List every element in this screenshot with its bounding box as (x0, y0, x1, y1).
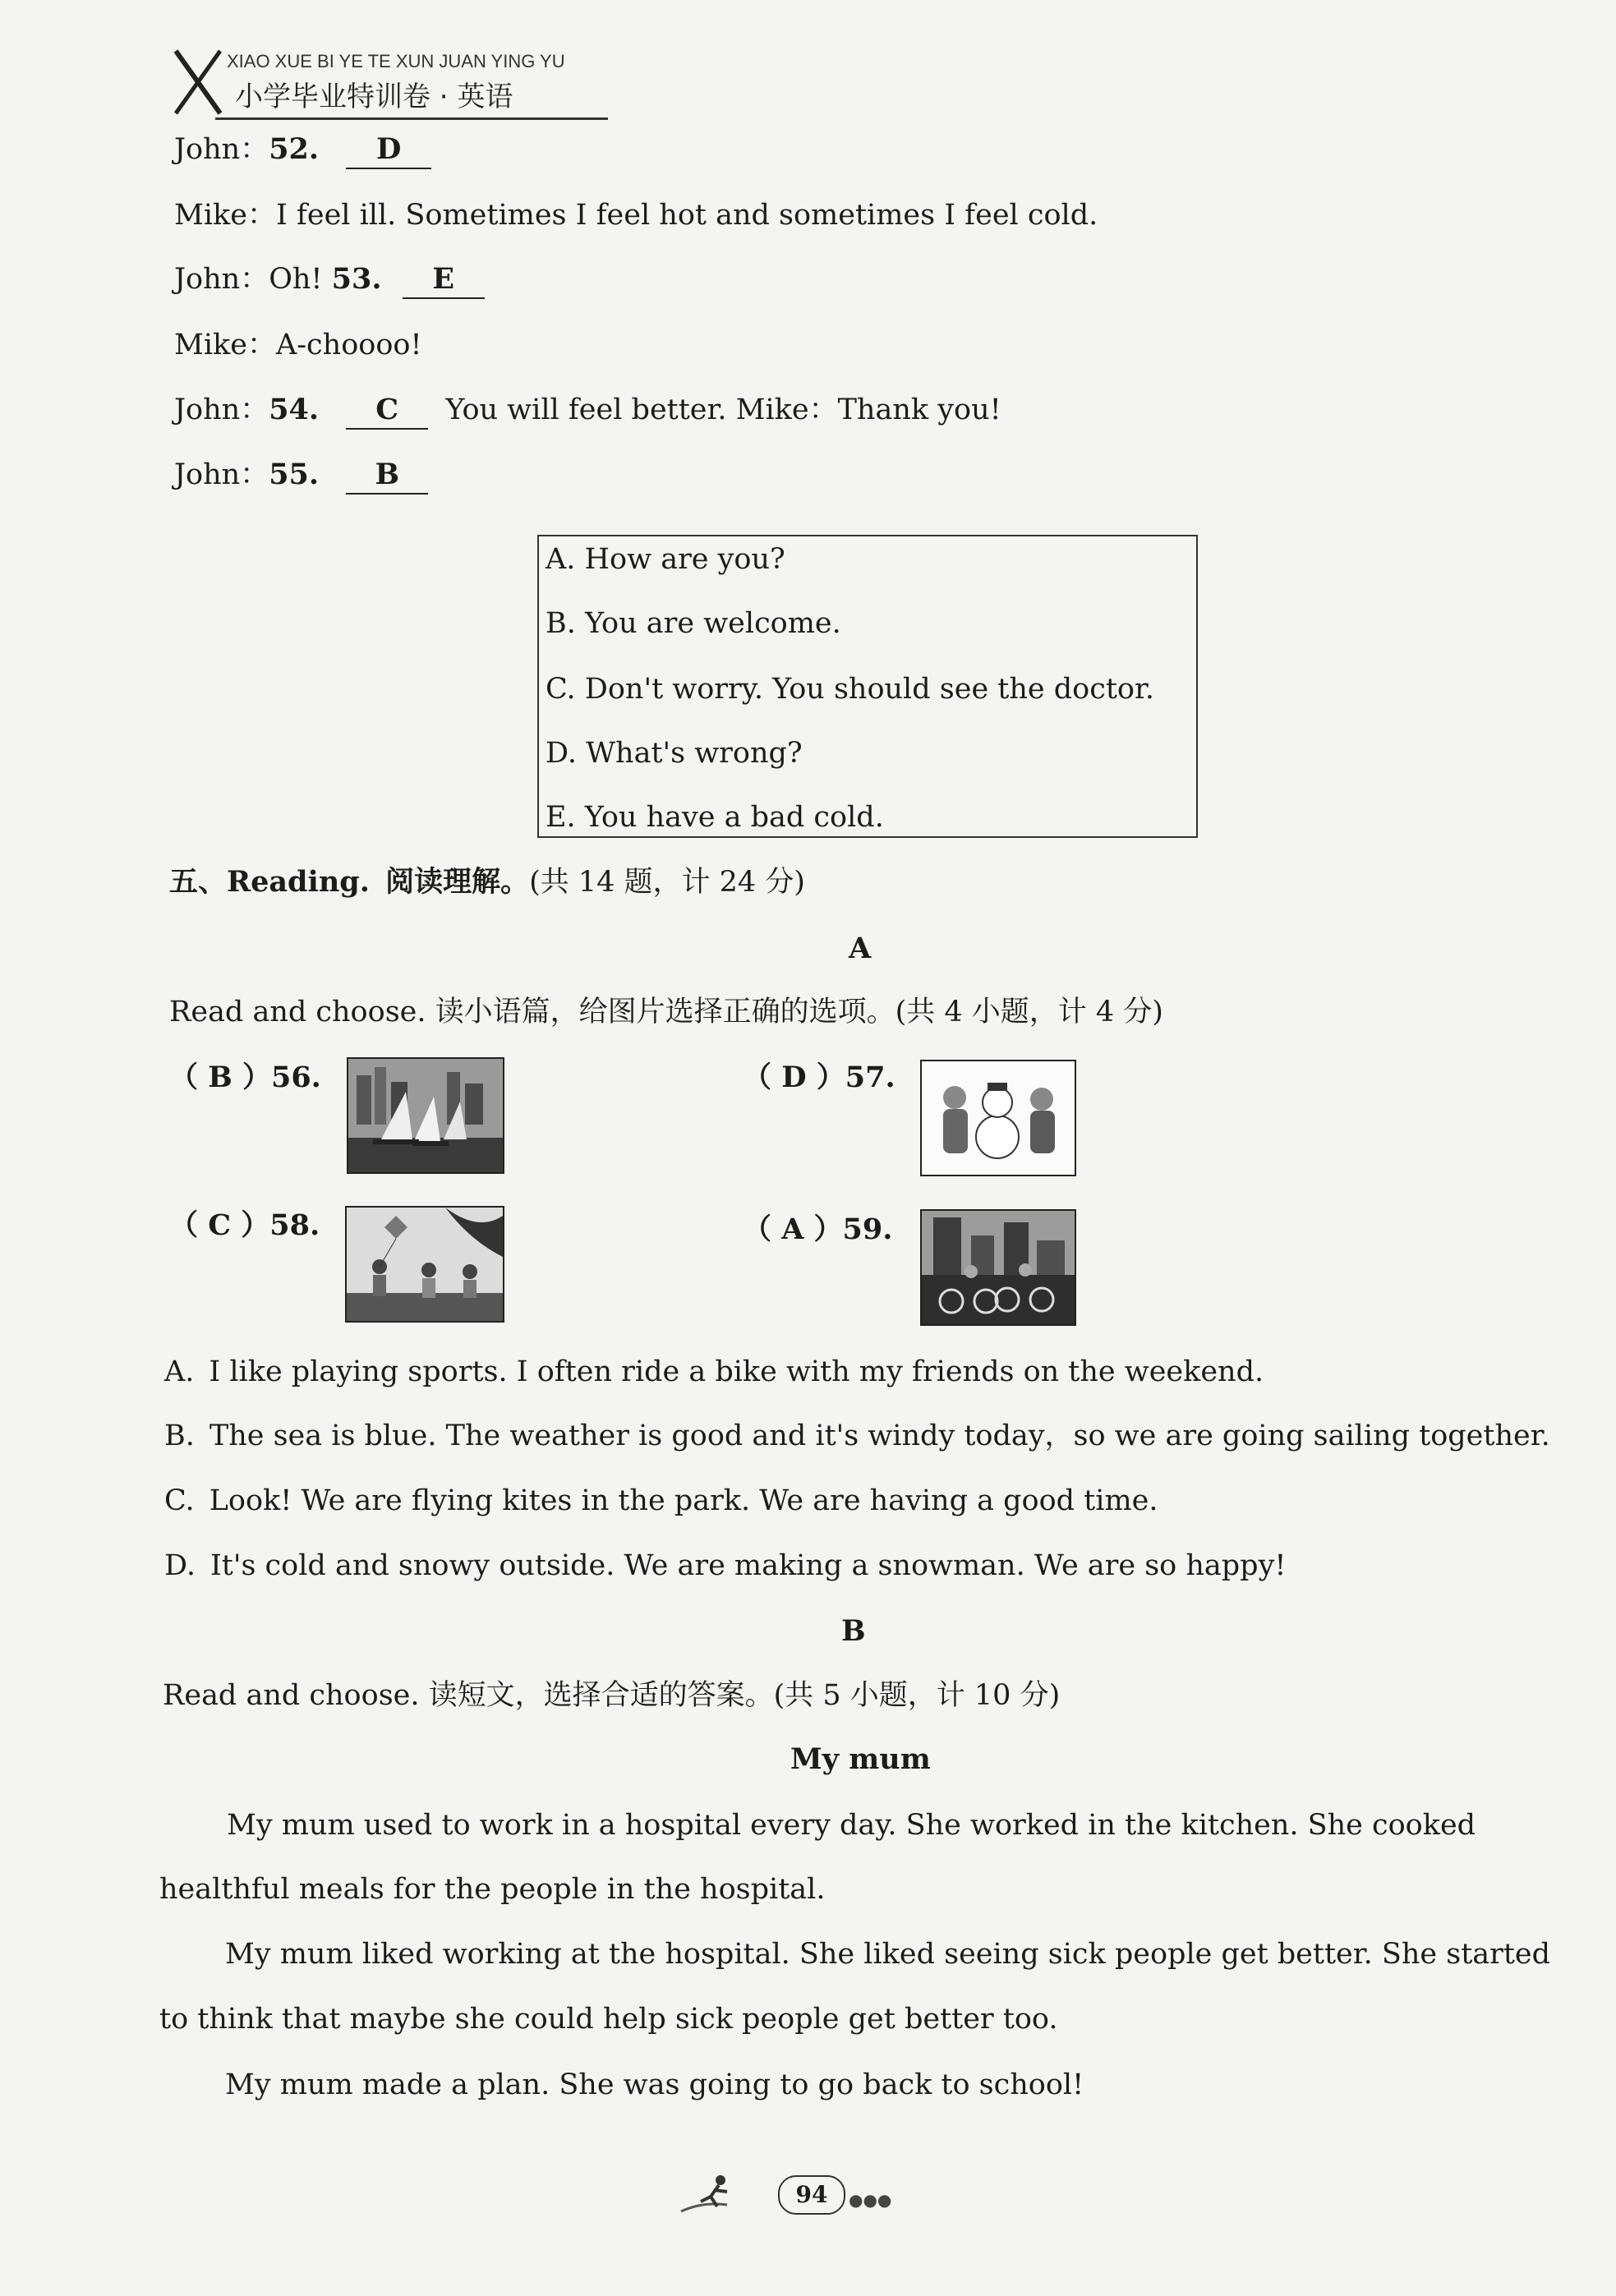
part-b-instruction: Read and choose. 读短文，选择合适的答案。(共 5 小题，计 10 分) (163, 1679, 1061, 1712)
section-heading: 五、Reading. 阅读理解。(共 14 题，计 24 分) (169, 865, 805, 899)
part-b-label: B (841, 1614, 866, 1648)
choice-c: C. Look! We are flying kites in the park. We are having a good time. (164, 1484, 1158, 1517)
option-c: C. Don't worry. You should see the doctor. (546, 673, 1154, 706)
question-59: （ A ）59. (743, 1212, 893, 1246)
picture-flying-kites (345, 1206, 504, 1323)
dialogue-line-mike-2: Mike：A-choooo! (174, 329, 422, 361)
answer-blank-54[interactable]: C (346, 392, 428, 430)
header-x-logo (171, 48, 225, 117)
header-title: 小学毕业特训卷 · 英语 (235, 81, 513, 113)
dialogue-line-55: John：55. B (174, 457, 428, 495)
dialogue-line-53: John：Oh! 53. E (174, 261, 485, 299)
part-a-instruction: Read and choose. 读小语篇，给图片选择正确的选项。(共 4 小题，计 4 分) (169, 996, 1163, 1028)
passage-title: My mum (790, 1742, 931, 1776)
question-57: （ D ）57. (743, 1061, 895, 1094)
choice-a: A. I like playing sports. I often ride a bike with my friends on the weekend. (164, 1355, 1264, 1388)
passage-p1-line2: healthful meals for the people in the hospital. (159, 1873, 826, 1906)
answer-58[interactable]: C (208, 1208, 232, 1242)
passage-p2-line2: to think that maybe she could help sick people get better too. (159, 2003, 1058, 2036)
snowman-illustration (922, 1061, 1075, 1175)
answer-59[interactable]: A (781, 1212, 804, 1246)
bikes-illustration (922, 1211, 1075, 1324)
question-56: （ B ）56. (169, 1061, 321, 1094)
kites-illustration (347, 1208, 503, 1321)
picture-sailing-boats (347, 1057, 504, 1174)
options-box (537, 535, 1198, 838)
option-b: B. You are welcome. (546, 607, 841, 640)
choice-b: B. The sea is blue. The weather is good and it's windy today，so we are going sailing together. (164, 1419, 1550, 1452)
footer-dots: ●●● (849, 2190, 892, 2210)
dialogue-line-52: John：52. D (174, 131, 431, 169)
question-58: （ C ）58. (169, 1208, 320, 1242)
sailing-boats-illustration (348, 1059, 503, 1172)
picture-riding-bikes (920, 1209, 1076, 1326)
runner-icon (678, 2172, 752, 2215)
dialogue-line-54: John：54. C You will feel better. Mike：Thank you! (174, 392, 1001, 430)
passage-p3: My mum made a plan. She was going to go back to school! (225, 2068, 1084, 2101)
header-pinyin: XIAO XUE BI YE TE XUN JUAN YING YU (227, 51, 565, 71)
page-number: 94 (778, 2175, 845, 2215)
answer-blank-53[interactable]: E (403, 261, 485, 299)
header-rule (215, 117, 608, 120)
option-d: D. What's wrong? (546, 737, 803, 770)
picture-snowman (920, 1060, 1076, 1176)
option-a: A. How are you? (546, 543, 785, 576)
part-a-label: A (849, 932, 872, 965)
choice-d: D. It's cold and snowy outside. We are making a snowman. We are so happy! (164, 1549, 1287, 1582)
option-e: E. You have a bad cold. (546, 801, 884, 834)
dialogue-line-mike-1: Mike：I feel ill. Sometimes I feel hot and sometimes I feel cold. (174, 199, 1098, 232)
answer-56[interactable]: B (208, 1061, 233, 1094)
answer-blank-55[interactable]: B (346, 457, 428, 495)
answer-blank-52[interactable]: D (346, 131, 431, 169)
passage-p2-line1: My mum liked working at the hospital. She liked seeing sick people get better. She started (225, 1938, 1551, 1971)
passage-p1-line1: My mum used to work in a hospital every day. She worked in the kitchen. She cooked (227, 1809, 1476, 1842)
answer-57[interactable]: D (781, 1061, 807, 1094)
